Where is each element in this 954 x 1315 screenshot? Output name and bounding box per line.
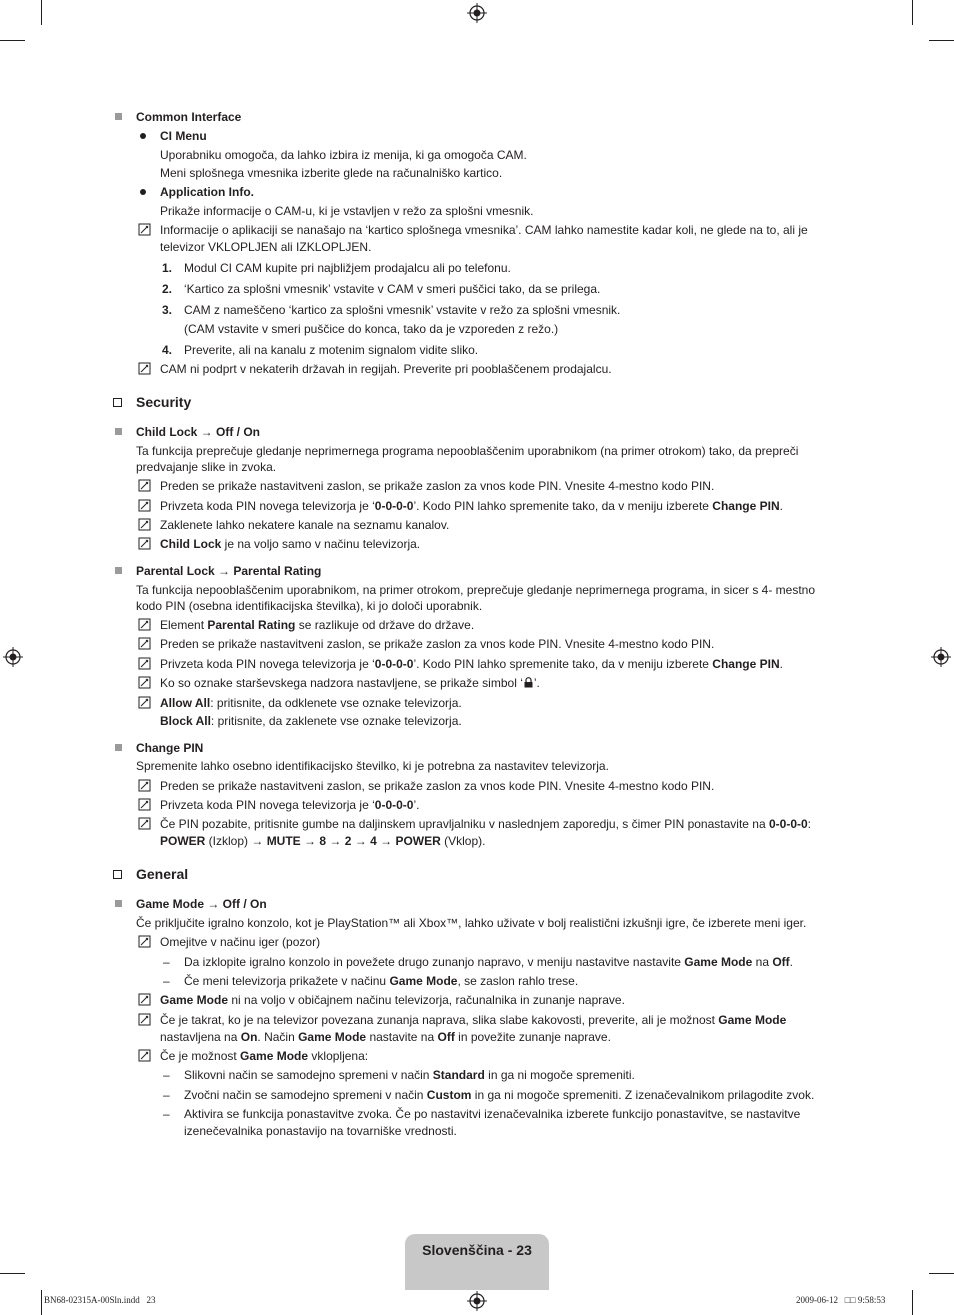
crop-mark xyxy=(41,1290,42,1315)
note-text: Privzeta koda PIN novega televizorja je ‘0-0-0-0’. Kodo PIN lahko spremenite tako, da v meniju izberete Change PIN. xyxy=(160,657,783,671)
section-checkbox-icon xyxy=(113,398,122,407)
change-pin-title: Change PIN xyxy=(136,741,204,755)
note-text: televizor VKLOPLJEN ali IZKLOPLJEN. xyxy=(160,240,372,254)
crop-mark xyxy=(0,1273,25,1274)
note-text: Block All: pritisnite, da zaklenete vse oznake televizorja. xyxy=(160,714,462,728)
sub-item-text: Da izklopite igralno konzolo in povežete drugo zunanjo napravo, v meniju nastavitve nastavite Game Mode na Off. xyxy=(184,955,793,969)
note-text: Omejitve v načinu iger (pozor) xyxy=(160,935,321,949)
ci-menu-desc: Uporabniku omogoča, da lahko izbira iz menija, ki ga omogoča CAM. xyxy=(160,148,527,162)
step-text: Modul CI CAM kupite pri najbližjem prodajalcu ali po telefonu. xyxy=(184,261,511,275)
note-text: POWER (Izklop) → MUTE → 8 → 2 → 4 → POWER (Vklop). xyxy=(160,834,486,848)
note-text: CAM ni podprt v nekaterih državah in regijah. Preverite pri pooblaščenem prodajalcu. xyxy=(160,362,612,376)
note-icon xyxy=(138,676,151,689)
crop-mark xyxy=(929,40,954,41)
file-info: BN68-02315A-00Sln.indd 23 xyxy=(44,1295,156,1305)
lock-icon xyxy=(524,677,533,688)
game-mode-title: Game Mode → Off / On xyxy=(136,897,267,911)
note-icon xyxy=(138,935,151,948)
note-text: Ko so oznake starševskega nadzora nastavljene, se prikaže simbol ‘ ’. xyxy=(160,676,540,690)
note-icon xyxy=(138,798,151,811)
step-number: 3. xyxy=(162,303,173,317)
bullet-square xyxy=(115,428,122,435)
crop-mark xyxy=(41,0,42,25)
parental-lock-title: Parental Lock → Parental Rating xyxy=(136,564,322,578)
bullet-square xyxy=(115,567,122,574)
sub-item-text: Če meni televizorja prikažete v načinu Game Mode, se zaslon rahlo trese. xyxy=(184,974,579,988)
bullet-dot xyxy=(140,189,146,195)
section-checkbox-icon xyxy=(113,870,122,879)
dash-bullet: – xyxy=(163,974,170,988)
ci-menu-desc: Meni splošnega vmesnika izberite glede na računalniško kartico. xyxy=(160,166,503,180)
sub-item-text: izenečevalnika ponastavijo na tovarniške vrednosti. xyxy=(184,1124,457,1138)
crop-mark xyxy=(912,0,913,25)
note-icon xyxy=(138,537,151,550)
note-icon xyxy=(138,1013,151,1026)
note-icon xyxy=(138,696,151,709)
bullet-square xyxy=(115,744,122,751)
note-icon xyxy=(138,817,151,830)
app-info-desc: Prikaže informacije o CAM-u, ki je vstavljen v režo za splošni vmesnik. xyxy=(160,204,534,218)
ci-menu-title: CI Menu xyxy=(160,129,207,143)
note-text: Če je takrat, ko je na televizor povezana zunanja naprava, slika slabe kakovosti, preverite, ali je možnost Game Mode xyxy=(160,1013,787,1027)
note-text: Če je možnost Game Mode vklopljena: xyxy=(160,1049,369,1063)
registration-mark-icon xyxy=(3,647,23,667)
note-text: Allow All: pritisnite, da odklenete vse oznake televizorja. xyxy=(160,696,462,710)
note-icon xyxy=(138,618,151,631)
step-number: 4. xyxy=(162,343,173,357)
step-text: Preverite, ali na kanalu z motenim signalom vidite sliko. xyxy=(184,343,479,357)
section-title-general: General xyxy=(136,866,189,882)
note-icon xyxy=(138,779,151,792)
dash-bullet: – xyxy=(163,955,170,969)
note-text: Privzeta koda PIN novega televizorja je ‘0-0-0-0’. xyxy=(160,798,420,812)
note-icon xyxy=(138,479,151,492)
note-icon xyxy=(138,223,151,236)
step-number: 1. xyxy=(162,261,173,275)
step-text: (CAM vstavite v smeri puščice do konca, tako da je vzporeden z režo.) xyxy=(184,322,559,336)
note-icon xyxy=(138,637,151,650)
note-text: nastavljena na On. Način Game Mode nastavite na Off in povežite zunanje naprave. xyxy=(160,1030,611,1044)
timestamp: 2009-06-12 □□ 9:58:53 xyxy=(796,1295,886,1305)
note-text: Game Mode ni na voljo v običajnem načinu televizorja, računalnika in zunanje naprave. xyxy=(160,993,625,1007)
note-icon xyxy=(138,362,151,375)
note-icon xyxy=(138,657,151,670)
registration-mark-icon xyxy=(931,647,951,667)
registration-mark-icon xyxy=(467,1291,487,1311)
sub-item-text: Slikovni način se samodejno spremeni v način Standard in ga ni mogoče spremeniti. xyxy=(184,1068,635,1082)
note-icon xyxy=(138,1049,151,1062)
note-text: Child Lock je na voljo samo v načinu televizorja. xyxy=(160,537,421,551)
note-icon xyxy=(138,499,151,512)
parental-lock-desc: Ta funkcija nepooblaščenim uporabnikom, na primer otrokom, preprečuje gledanje neprimernega programa, in sicer s 4- mestno xyxy=(136,583,816,597)
bullet-dot xyxy=(140,133,146,139)
step-text: ‘Kartico za splošni vmesnik’ vstavite v CAM v smeri puščici tako, da se prilega. xyxy=(184,282,601,296)
game-mode-desc: Če priključite igralno konzolo, kot je PlayStation™ ali Xbox™, lahko uživate v bolj realistični izkušnji igre, če izberete meni iger. xyxy=(136,916,807,930)
common-interface-title: Common Interface xyxy=(136,110,242,124)
note-text: Če PIN pozabite, pritisnite gumbe na daljinskem upravljalniku v naslednjem zaporedju, s čimer PIN ponastavite na 0-0-0-0: xyxy=(160,817,812,831)
dash-bullet: – xyxy=(163,1107,170,1121)
registration-mark-icon xyxy=(467,3,487,23)
bullet-square xyxy=(115,113,122,120)
note-text: Informacije o aplikaciji se nanašajo na ‘kartico splošnega vmesnika’. CAM lahko namestite kadar koli, ne glede na to, ali je xyxy=(160,223,808,237)
note-text: Element Parental Rating se razlikuje od države do države. xyxy=(160,618,475,632)
note-text: Preden se prikaže nastavitveni zaslon, se prikaže zaslon za vnos kode PIN. Vnesite 4-mestno kodo PIN. xyxy=(160,637,715,651)
note-text: Preden se prikaže nastavitveni zaslon, se prikaže zaslon za vnos kode PIN. Vnesite 4-mestno kodo PIN. xyxy=(160,779,715,793)
bullet-square xyxy=(115,900,122,907)
dash-bullet: – xyxy=(163,1068,170,1082)
child-lock-desc: Ta funkcija preprečuje gledanje neprimernega programa nepooblaščenim uporabnikom (na primer otrokom) tako, da prepreči xyxy=(136,444,799,458)
note-icon xyxy=(138,518,151,531)
step-text: CAM z nameščeno ‘kartico za splošni vmesnik’ vstavite v režo za splošni vmesnik. xyxy=(184,303,621,317)
section-title-security: Security xyxy=(136,394,192,410)
crop-mark xyxy=(929,1273,954,1274)
child-lock-title: Child Lock → Off / On xyxy=(136,425,260,439)
page-number-label: Slovenščina - 23 xyxy=(422,1242,532,1258)
note-icon xyxy=(138,993,151,1006)
dash-bullet: – xyxy=(163,1088,170,1102)
crop-mark xyxy=(912,1290,913,1315)
sub-item-text: Aktivira se funkcija ponastavitve zvoka. Če po nastavitvi izenačevalnika izberete funkcijo ponastavitve, se nastavitve xyxy=(184,1107,801,1121)
step-number: 2. xyxy=(162,282,173,296)
child-lock-desc: predvajanje slike in zvoka. xyxy=(136,460,277,474)
note-text: Preden se prikaže nastavitveni zaslon, se prikaže zaslon za vnos kode PIN. Vnesite 4-mestno kodo PIN. xyxy=(160,479,715,493)
change-pin-desc: Spremenite lahko osebno identifikacijsko številko, ki je potrebna za nastavitev televizorja. xyxy=(136,759,609,773)
sub-item-text: Zvočni način se samodejno spremeni v način Custom in ga ni mogoče spremeniti. Z izenačevalnikom prilagodite zvok. xyxy=(184,1088,815,1102)
note-text: Privzeta koda PIN novega televizorja je ‘0-0-0-0’. Kodo PIN lahko spremenite tako, da v meniju izberete Change PIN. xyxy=(160,499,783,513)
crop-mark xyxy=(0,40,25,41)
app-info-title: Application Info. xyxy=(160,185,254,199)
note-text: Zaklenete lahko nekatere kanale na seznamu kanalov. xyxy=(160,518,450,532)
parental-lock-desc: kodo PIN (osebna identifikacijska številka), ki jo določi uporabnik. xyxy=(136,599,483,613)
